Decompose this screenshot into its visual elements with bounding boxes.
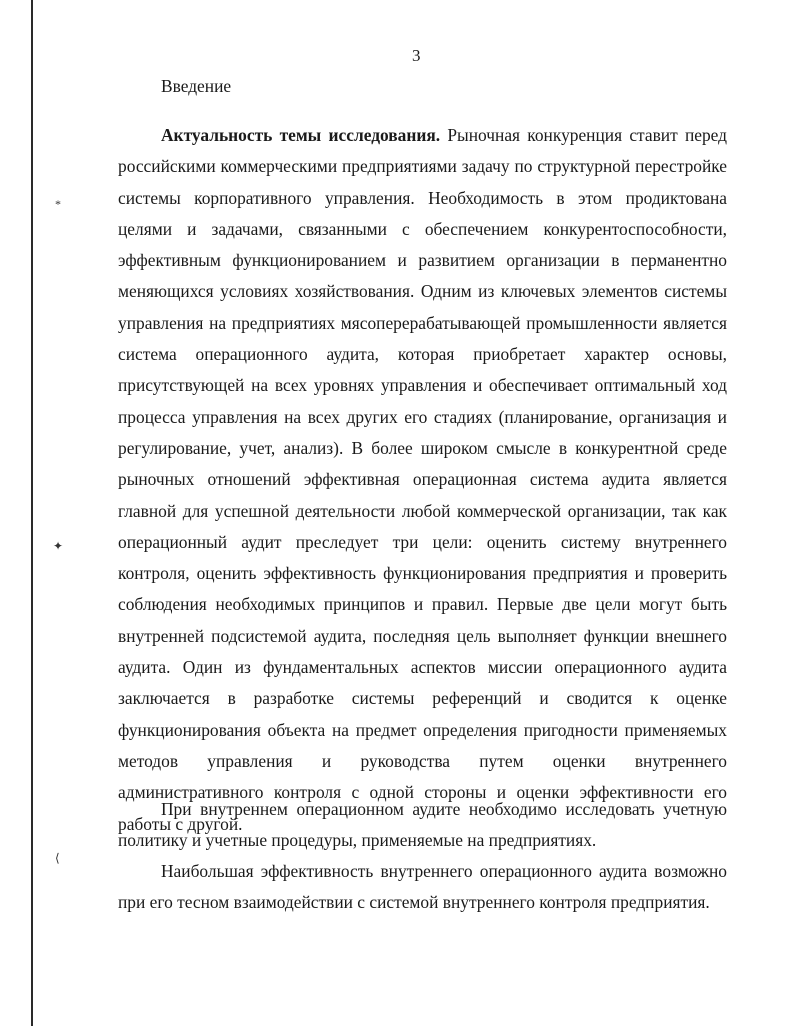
- paragraph-text: Наибольшая эффективность внутреннего операционного аудита возможно при его тесном взаимодействии с системой внутреннего контроля предприятия.: [118, 861, 727, 913]
- scan-edge-line: [31, 0, 33, 1026]
- paragraph-relevance: [118, 120, 727, 840]
- scan-speck-mark: *: [55, 197, 61, 211]
- paragraph-efficiency: [118, 856, 727, 919]
- scan-speck-mark: ✦: [53, 539, 64, 553]
- paragraph-body: Рыночная конкуренция ставит перед российскими коммерческими предприятиями задачу по структурной перестройке системы корпоративного управления. Необходимость в этом продиктована целями и задачами, связанными с обеспечением конкурентоспособности, эффективным функционированием и развитием организации в перманентно меняющихся условиях хозяйствования. Одним из ключевых элементов системы управления на предприятиях мясоперерабатывающей промышленности является система операционного аудита, которая приобретает характер основы, присутствующей на всех уровнях управления и обеспечивает оптимальный ход процесса управления на всех других его стадиях (планирование, организация и регулирование, учет, анализ). В более широком смысле в конкурентной среде рыночных отношений эффективная операционная система аудита является главной для успешной деятельности любой коммерческой организации, так как операционный аудит преследует три цели: оценить систему внутреннего контроля, оценить эффективность функционирования предприятия и проверить соблюдения необходимых принципов и правил. Первые две цели могут быть внутренней подсистемой аудита, последняя цель выполняет функции внешнего аудита. Один из фундаментальных аспектов миссии операционного аудита заключается в разработке системы референций и сводится к оценке функционирования объекта на предмет определения пригодности применяемых методов управления и руководства путем оценки внутреннего административного контроля с одной стороны и оценки эффективности его работы с другой.: [118, 125, 727, 834]
- paragraph-lead: Актуальность темы исследования.: [161, 125, 441, 145]
- paragraph-text: При внутреннем операционном аудите необходимо исследовать учетную политику и учетные процедуры, применяемые на предприятиях.: [118, 799, 727, 851]
- paragraph-accounting-policy: [118, 794, 727, 857]
- page-number: 3: [412, 46, 421, 65]
- section-heading: Введение: [161, 76, 232, 96]
- paragraph-text: [118, 120, 727, 840]
- scan-speck-mark: ⟨: [55, 851, 60, 865]
